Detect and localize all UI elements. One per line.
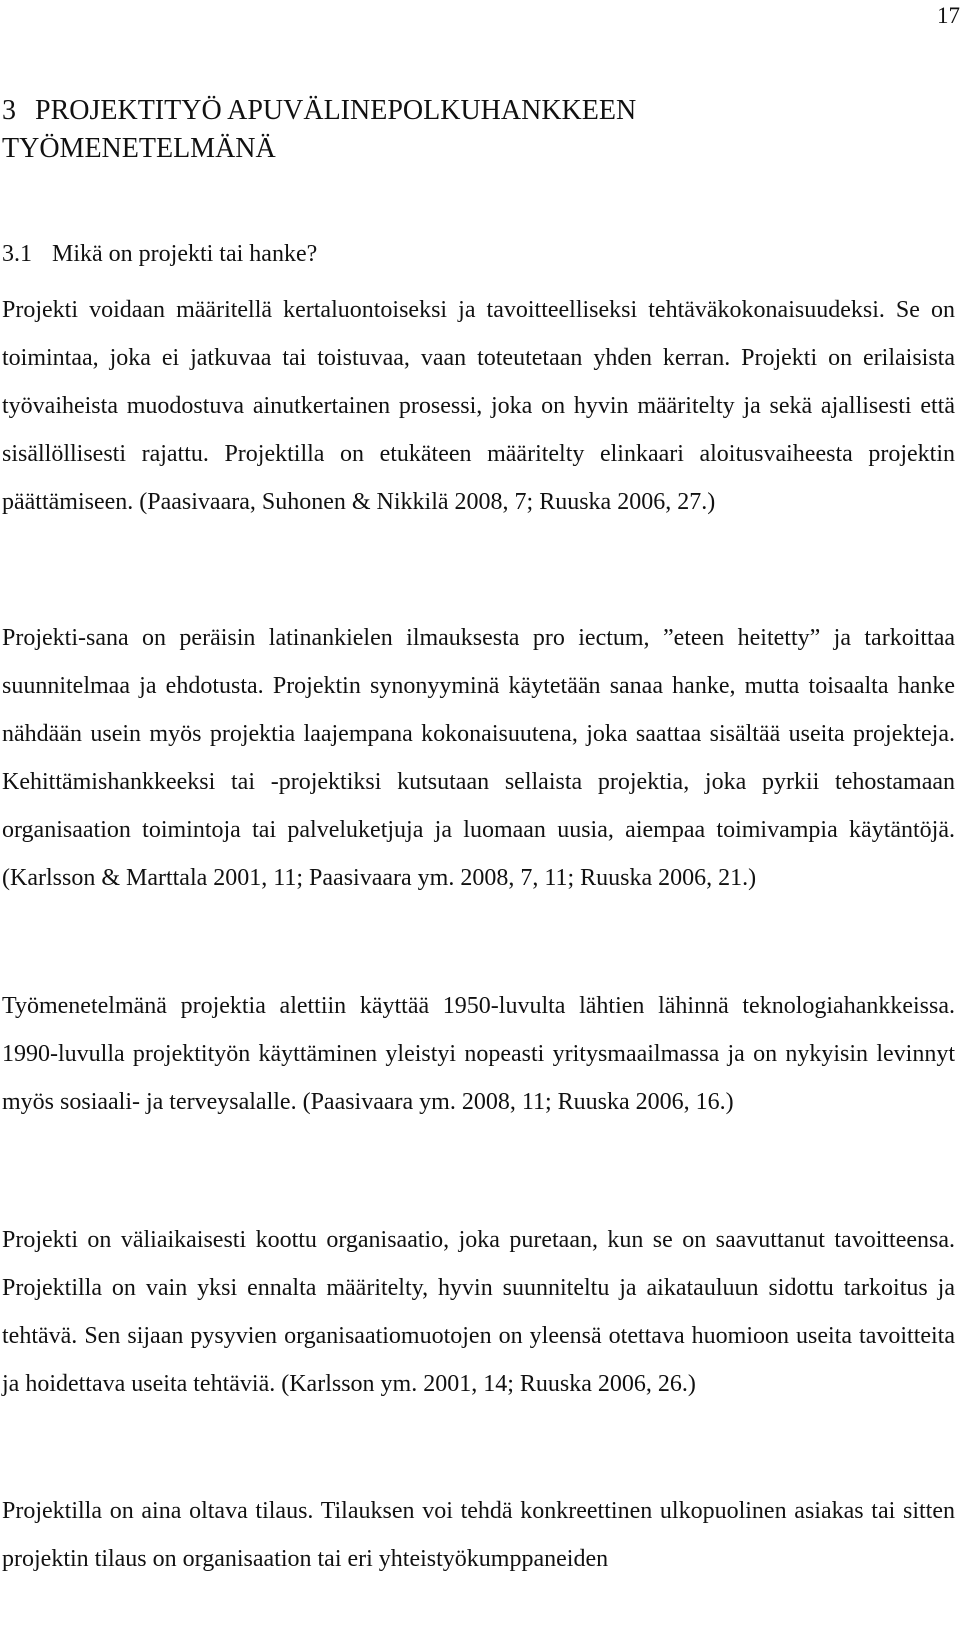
chapter-number: 3 [2,95,16,126]
body-paragraph: Projekti-sana on peräisin latinankielen ilmauksesta pro iectum, ”eteen heitetty” ja tarkoittaa suunnitelmaa ja ehdotusta. Projektin synonyyminä käytetään sanaa hanke, mutta toisaalta hanke nähdään usein myös projektia laajempana kokonaisuutena, joka saattaa sisältää useita projekteja. Kehittämishankkeeksi tai -projektiksi kutsutaan sellaista projektia, joka pyrkii tehostamaan organisaation toimintoja tai palveluketjuja ja luomaan uusia, aiempaa toimivampia käytäntöjä. (Karlsson & Marttala 2001, 11; Paasivaara ym. 2008, 7, 11; Ruuska 2006, 21.) [2,625,955,891]
page-number: 17 [937,3,960,28]
body-paragraph: Projekti voidaan määritellä kertaluontoiseksi ja tavoitteelliseksi tehtäväkokonaisuudeksi. Se on toimintaa, joka ei jatkuvaa tai toistuvaa, vaan toteutetaan yhden kerran. Projekti on erilaisista työvaiheista muodostuva ainutkertainen prosessi, joka on hyvin määritelty ja sekä ajallisesti että sisällöllisesti rajattu. Projektilla on etukäteen määritelty elinkaari aloitusvaiheesta projektin päättämiseen. (Paasivaara, Suhonen & Nikkilä 2008, 7; Ruuska 2006, 27.) [2,297,955,515]
chapter-title: PROJEKTITYÖ APUVÄLINEPOLKUHANKKEEN TYÖMENETELMÄNÄ [2,95,637,164]
chapter-heading [2,92,762,168]
body-paragraph: Työmenetelmänä projektia alettiin käyttää 1950-luvulta lähtien lähinnä teknologiahankkeissa. 1990-luvulla projektityön käyttäminen yleistyi nopeasti yritysmaailmassa ja on nykyisin levinnyt myös sosiaali- ja terveysalalle. (Paasivaara ym. 2008, 11; Ruuska 2006, 16.) [2,993,955,1115]
section-number: 3.1 [2,241,32,267]
section-heading [2,238,317,270]
section-title: Mikä on projekti tai hanke? [52,241,318,267]
body-paragraph: Projekti on väliaikaisesti koottu organisaatio, joka puretaan, kun se on saavuttanut tavoitteensa. Projektilla on vain yksi ennalta määritelty, hyvin suunniteltu ja aikatauluun sidottu tarkoitus ja tehtävä. Sen sijaan pysyvien organisaatiomuotojen on yleensä otettava huomioon useita tavoitteita ja hoidettava useita tehtäviä. (Karlsson ym. 2001, 14; Ruuska 2006, 26.) [2,1227,955,1397]
body-paragraph: Projektilla on aina oltava tilaus. Tilauksen voi tehdä konkreettinen ulkopuolinen asiakas tai sitten projektin tilaus on organisaation tai eri yhteistyökumppaneiden [2,1498,955,1572]
